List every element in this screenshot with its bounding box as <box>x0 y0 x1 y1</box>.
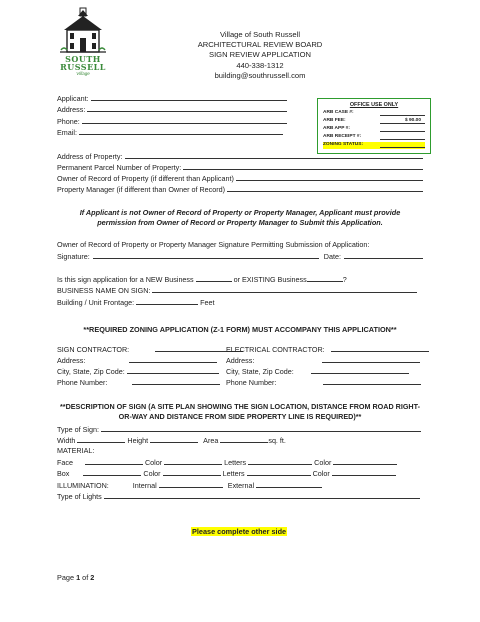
applicant-email-field[interactable] <box>57 127 283 137</box>
office-fee-value: $ 90.00 <box>404 118 421 123</box>
box-row: Box Color Letters Color <box>57 468 396 478</box>
contractor-csz-row: City, State, Zip Code: <box>57 366 219 376</box>
office-row-zoning: ZONING STATUS: <box>323 142 425 149</box>
page-number: Page 1 of 2 <box>57 573 95 582</box>
height-field[interactable] <box>150 435 198 443</box>
box-color-field[interactable] <box>163 468 221 476</box>
header-phone: 440-338-1312 <box>236 60 284 70</box>
parcel-number-field[interactable]: Permanent Parcel Number of Property: <box>57 162 423 172</box>
box-material-field[interactable] <box>83 468 141 476</box>
logo-text-russell: RUSSELL <box>60 62 106 72</box>
applicant-phone-field[interactable] <box>57 116 287 126</box>
electrical-contractor-field[interactable] <box>331 344 429 352</box>
contractor-phone-row: Phone Number: <box>57 377 220 387</box>
header-board: ARCHITECTURAL REVIEW BOARD <box>197 40 323 50</box>
header-village: Village of South Russell <box>219 30 301 39</box>
face-color-field[interactable] <box>164 457 222 465</box>
logo-text-village: Village <box>76 71 90 76</box>
electrical-contractor-row: ELECTRICAL CONTRACTOR: <box>226 344 429 354</box>
box-letters-field[interactable] <box>247 468 311 476</box>
new-business-field[interactable] <box>196 274 232 282</box>
header-email[interactable]: building@southrussell.com <box>214 70 306 80</box>
zoning-application-notice: **REQUIRED ZONING APPLICATION (Z-1 FORM) MUST ACCOMPANY THIS APPLICATION** <box>83 325 397 334</box>
office-row-fee: ARB FEE: $ 90.00 <box>323 118 425 125</box>
electrical-phone-field[interactable] <box>323 377 421 385</box>
date-label: Date: <box>323 252 341 261</box>
logo-text-south: SOUTH <box>65 54 101 64</box>
signature-field[interactable] <box>93 251 319 259</box>
signature-label: Signature: <box>57 252 90 261</box>
property-manager-field[interactable]: Property Manager (if different than Owner of Record) <box>57 184 423 194</box>
applicant-field[interactable] <box>57 93 287 103</box>
type-of-sign-field[interactable]: Type of Sign: <box>57 424 421 434</box>
sign-description-notice: **DESCRIPTION OF SIGN (A SITE PLAN SHOWING THE SIGN LOCATION, DISTANCE FROM ROAD RIGHT- OR-WAY AND DISTANCE FROM SIDE PROPERTY LINE IS REQUIRED)** <box>59 402 421 421</box>
sign-contractor-phone-field[interactable] <box>132 377 220 385</box>
sign-contractor-address-field[interactable] <box>129 355 217 363</box>
frontage-row: Building / Unit Frontage: Feet <box>57 298 215 307</box>
complete-other-side-notice: Please complete other side <box>192 527 287 536</box>
type-of-lights-field[interactable]: Type of Lights <box>57 491 420 501</box>
face-material-field[interactable] <box>85 457 143 465</box>
owner-permission-notice: If Applicant is not Owner of Record of Property or Property Manager, Applicant must provide permission from Owner of Record or Property Manager to Submit this Application. <box>79 208 401 227</box>
external-illumination-field[interactable] <box>256 480 322 488</box>
width-field[interactable] <box>77 435 125 443</box>
owner-of-record-field[interactable]: Owner of Record of Property (if different than Applicant) <box>57 173 423 183</box>
applicant-phone-label: Phone: <box>57 117 80 126</box>
electrical-csz-row: City, State, Zip Code: <box>226 366 409 376</box>
applicant-email-label: Email: <box>57 128 77 137</box>
property-address-field[interactable]: Address of Property: <box>57 151 423 161</box>
applicant-label: Applicant: <box>57 94 89 103</box>
electrical-address-row: Address: <box>226 355 420 365</box>
signature-intro: Owner of Record of Property or Property Manager Signature Permitting Submission of Application: <box>57 240 370 249</box>
box-letters-color-field[interactable] <box>332 468 396 476</box>
schoolhouse-icon <box>58 6 108 56</box>
applicant-address-field[interactable] <box>57 104 287 114</box>
village-logo <box>58 6 108 78</box>
sign-contractor-csz-field[interactable] <box>127 366 219 374</box>
area-field[interactable] <box>220 435 268 443</box>
applicant-address-label: Address: <box>57 105 86 114</box>
material-label: MATERIAL: <box>57 446 95 455</box>
dimensions-row: Width Height Area sq. ft. <box>57 436 286 445</box>
office-row-app: ARB APP #: <box>323 126 425 133</box>
office-row-receipt: ARB RECEIPT #: <box>323 134 425 141</box>
contractor-address-row: Address: <box>57 355 217 365</box>
date-field[interactable] <box>344 251 423 259</box>
internal-illumination-field[interactable] <box>159 480 223 488</box>
electrical-phone-row: Phone Number: <box>226 377 421 387</box>
face-row: Face Color Letters Color <box>57 457 397 467</box>
office-use-title: OFFICE USE ONLY <box>349 102 399 108</box>
business-name-field[interactable]: BUSINESS NAME ON SIGN: <box>57 285 417 295</box>
sign-contractor-row: SIGN CONTRACTOR: <box>57 344 243 354</box>
header-form-title: SIGN REVIEW APPLICATION <box>209 50 311 60</box>
new-or-existing-question: Is this sign application for a NEW Business or EXISTING Business ? <box>57 275 347 284</box>
illumination-row: ILLUMINATION: Internal External <box>57 480 322 490</box>
existing-business-field[interactable] <box>307 274 343 282</box>
office-row-case: ARB CASE #: <box>323 110 425 117</box>
office-use-box <box>317 98 431 154</box>
electrical-address-field[interactable] <box>322 355 420 363</box>
frontage-field[interactable] <box>136 297 198 305</box>
document-header <box>160 30 360 81</box>
face-letters-field[interactable] <box>248 457 312 465</box>
face-letters-color-field[interactable] <box>333 457 397 465</box>
signature-row <box>57 251 423 261</box>
electrical-csz-field[interactable] <box>311 366 409 374</box>
